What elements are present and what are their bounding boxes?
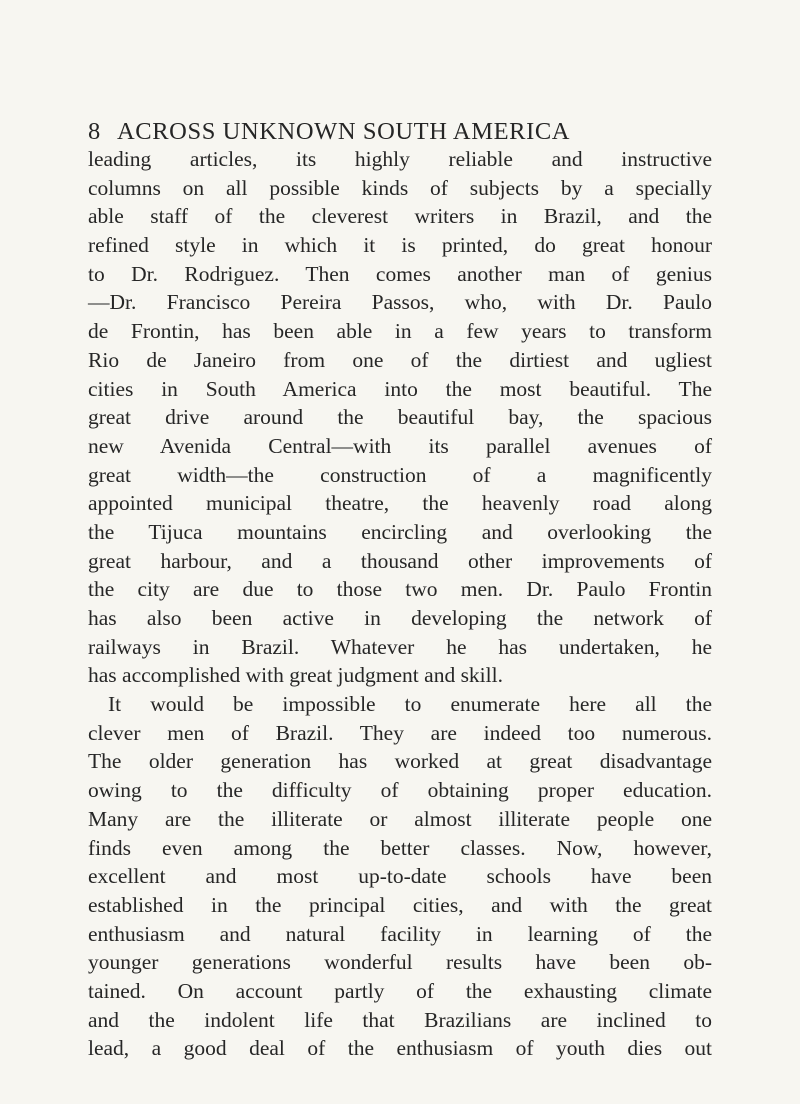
text-line: leading articles, its highly reliable and instructive (88, 147, 712, 171)
text-line: It would be impossible to enumerate here all the (108, 692, 712, 717)
text-line: tained. On account partly of the exhausting climate (88, 978, 712, 1003)
text-line: established in the principal cities, and with the great (88, 892, 712, 917)
text-line: appointed municipal theatre, the heavenly road along (88, 491, 712, 516)
text-line: Rio de Janeiro from one of the dirtiest and ugliest (88, 347, 712, 372)
running-title: ACROSS UNKNOWN SOUTH AMERICA (117, 118, 571, 145)
text-line: de Frontin, has been able in a few years to transform (88, 319, 712, 344)
text-line: owing to the difficulty of obtaining proper education. (88, 778, 712, 803)
running-header (88, 118, 710, 148)
text-line: cities in South America into the most beautiful. The (88, 376, 712, 401)
text-line: younger generations wonderful results have been ob- (88, 950, 712, 975)
text-line: railways in Brazil. Whatever he has undertaken, he (88, 634, 712, 659)
text-line: to Dr. Rodriguez. Then comes another man of genius (88, 261, 712, 286)
text-line: great width—the construction of a magnificently (88, 462, 712, 487)
text-line: lead, a good deal of the enthusiasm of youth dies out (88, 1036, 712, 1061)
text-line: excellent and most up-to-date schools have been (88, 864, 712, 889)
text-line: —Dr. Francisco Pereira Passos, who, with Dr. Paulo (88, 290, 712, 315)
text-line: great drive around the beautiful bay, the spacious (88, 405, 712, 430)
text-line: the city are due to those two men. Dr. Paulo Frontin (88, 577, 712, 602)
text-line: great harbour, and a thousand other improvements of (88, 548, 712, 573)
text-line: has also been active in developing the network of (88, 606, 712, 630)
page-number: 8 (88, 118, 101, 145)
text-line: clever men of Brazil. They are indeed too numerous. (88, 720, 712, 745)
text-line: finds even among the better classes. Now, however, (88, 835, 712, 860)
text-line: Many are the illiterate or almost illiterate people one (88, 806, 712, 831)
text-line: columns on all possible kinds of subjects by a specially (88, 175, 712, 200)
text-line: and the indolent life that Brazilians are inclined to (88, 1007, 712, 1032)
text-line: refined style in which it is printed, do great honour (88, 233, 712, 258)
text-line: new Avenida Central—with its parallel avenues of (88, 433, 712, 458)
text-line: able staff of the cleverest writers in Brazil, and the (88, 204, 712, 229)
text-line: has accomplished with great judgment and skill. (88, 663, 503, 688)
text-line: enthusiasm and natural facility in learning of the (88, 921, 712, 946)
body-text (88, 145, 712, 1063)
text-line: the Tijuca mountains encircling and overlooking the (88, 519, 712, 544)
text-line: The older generation has worked at great disadvantage (88, 749, 712, 774)
